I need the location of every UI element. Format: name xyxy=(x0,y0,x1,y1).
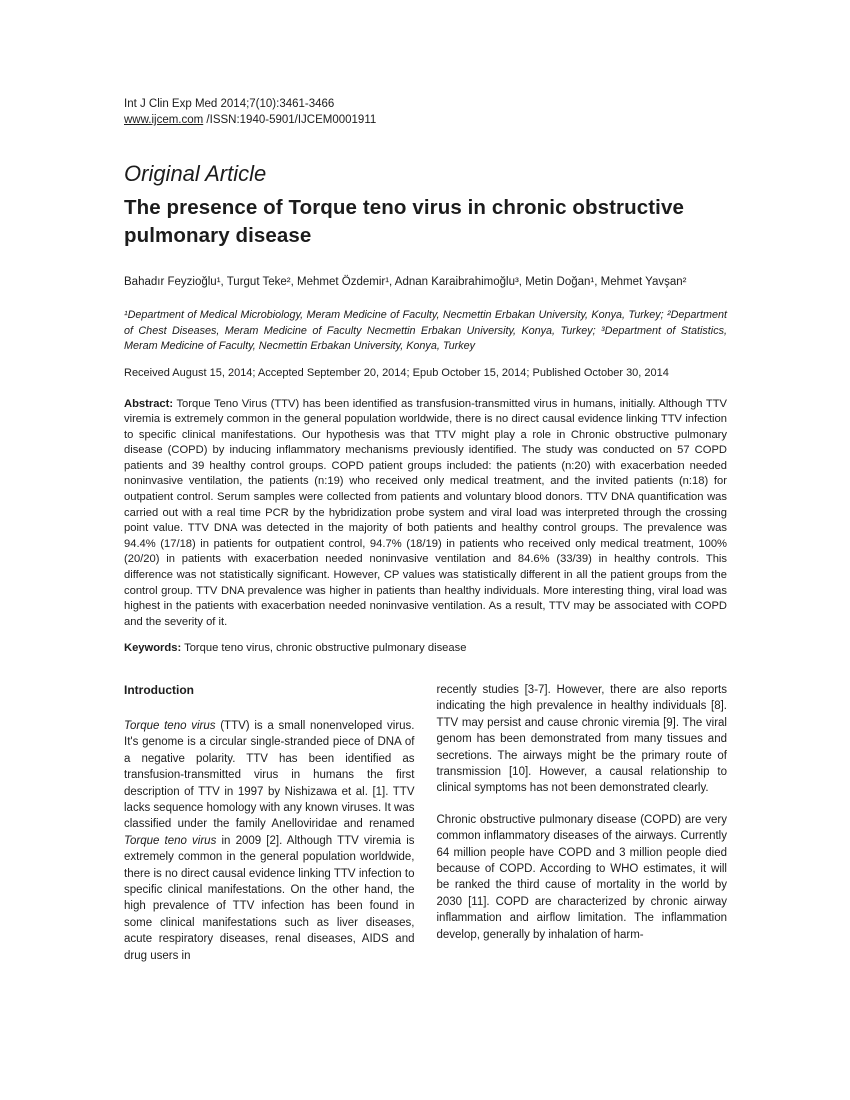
right-column xyxy=(437,682,728,964)
article-title: The presence of Torque teno virus in chronic obstructive pulmonary disease xyxy=(124,196,684,247)
right-column-paragraph-1: recently studies [3-7]. However, there are also reports indicating the high prevalence in healthy individuals [8]. TTV may persist and cause chronic viremia [9]. The viral genom has been demonstrated from many tissues and secretions. The airways might be the primary route of transmission [10]. However, a causal relationship to clinical symptoms has not been demonstrated clearly. xyxy=(436,684,727,795)
keywords-line xyxy=(124,641,727,657)
abstract-label: Abstract: xyxy=(124,397,174,410)
keywords-label: Keywords: xyxy=(124,642,182,655)
journal-header xyxy=(124,96,727,128)
section-heading-introduction: Introduction xyxy=(124,683,194,697)
intro-text-2: in 2009 [2]. Although TTV viremia is extremely common in the general population worldwide, there is no direct causal evidence linking TTV infection to specific clinical manifestations. On the other hand, the high prevalence of TTV infection has been found in some clinical manifestations such as liver diseases, acute respiratory diseases, renal diseases, AIDS and drug users in xyxy=(124,834,415,962)
journal-url-line xyxy=(124,112,727,128)
intro-text-1: (TTV) is a small nonenveloped virus. It's genome is a circular single-stranded piece of DNA of a negative polarity. TTV has been identified as transfusion-transmitted virus in humans the first description of TTV in 1997 by Nishizawa et al. [1]. TTV lacks sequence homology with any known viruses. It was classified under the family Anelloviridae and renamed xyxy=(124,720,415,831)
intro-italic-term-2: Torque teno virus xyxy=(124,834,217,847)
authors-line: Bahadır Feyzioğlu¹, Turgut Teke², Mehmet Özdemir¹, Adnan Karaibrahimoğlu³, Metin Doğan¹, Mehmet Yavşan² xyxy=(124,276,687,288)
journal-citation: Int J Clin Exp Med 2014;7(10):3461-3466 xyxy=(124,98,335,110)
two-column-body xyxy=(124,682,727,964)
affiliations-block: ¹Department of Medical Microbiology, Meram Medicine of Faculty, Necmettin Erbakan University, Konya, Turkey; ²Department of Chest Diseases, Meram Medicine of Faculty Necmettin Erbakan University, Konya, Turkey; ³Department of Statistics, Meram Medicine of Faculty, Necmettin Erbakan University, Konya, Turkey xyxy=(124,309,727,352)
keywords-text: Torque teno virus, chronic obstructive pulmonary disease xyxy=(181,642,467,655)
article-type-label: Original Article xyxy=(124,161,267,186)
left-column xyxy=(124,682,415,964)
journal-issn: /ISSN:1940-5901/IJCEM0001911 xyxy=(203,114,377,126)
abstract-text: Torque Teno Virus (TTV) has been identified as transfusion-transmitted virus in humans, initially. Although TTV viremia is extremely common in the general population worldwide, there is no direct causal evidence linking TTV infection to specific clinical manifestations. Our hypothesis was that TTV might play a role in Chronic obstructive pulmonary disease (COPD) by inducing inflammatory mechanisms previously identified. The study was conducted on 57 COPD patients and 39 healthy control groups. COPD patient groups included: the patients (n:20) with exacerbation needed noninvasive ventilation, the patients (n:19) who received only medical treatment, and the invited patients (n:18) for outpatient control. Serum samples were collected from patients and voluntary blood donors. TTV DNA quantification was carried out with a real time PCR by the hybridization probe system and viral load was interpreted through the crossing point value. TTV DNA was detected in the majority of both patients and healthy control groups. The prevalence was 94.4% (17/18) in patients for outpatient control, 94.7% (18/19) in patients who received only medical treatment, 100% (20/20) in patients with exacerbation needed noninvasive ventilation and 84.6% (33/39) in healthy controls. This difference was not statistically significant. However, CP values was statistically different in all the patient groups from the control group. TTV DNA prevalence was higher in patients than healthy individuals. More interesting thing, viral load was highest in the patients with exacerbation needed noninvasive ventilation. As a result, TTV may be associated with COPD and the severity of it. xyxy=(124,397,727,628)
intro-paragraph-1 xyxy=(124,718,415,964)
intro-italic-term-1: Torque teno virus xyxy=(124,720,216,732)
abstract-paragraph xyxy=(124,397,727,631)
right-column-paragraph-2: Chronic obstructive pulmonary disease (COPD) are very common inflammatory diseases of the airways. Currently 64 million people have COPD and 3 million people died because of COPD. According to WHO estimates, it will be ranked the third cause of mortality in the world by 2030 [11]. COPD are characterized by chronic airway inflammation and airflow limitation. The inflammation develop, generally by inhalation of harm- xyxy=(436,813,727,941)
received-dates-line: Received August 15, 2014; Accepted September 20, 2014; Epub October 15, 2014; Published October 30, 2014 xyxy=(124,366,669,379)
journal-url-link[interactable]: www.ijcem.com xyxy=(124,114,204,126)
